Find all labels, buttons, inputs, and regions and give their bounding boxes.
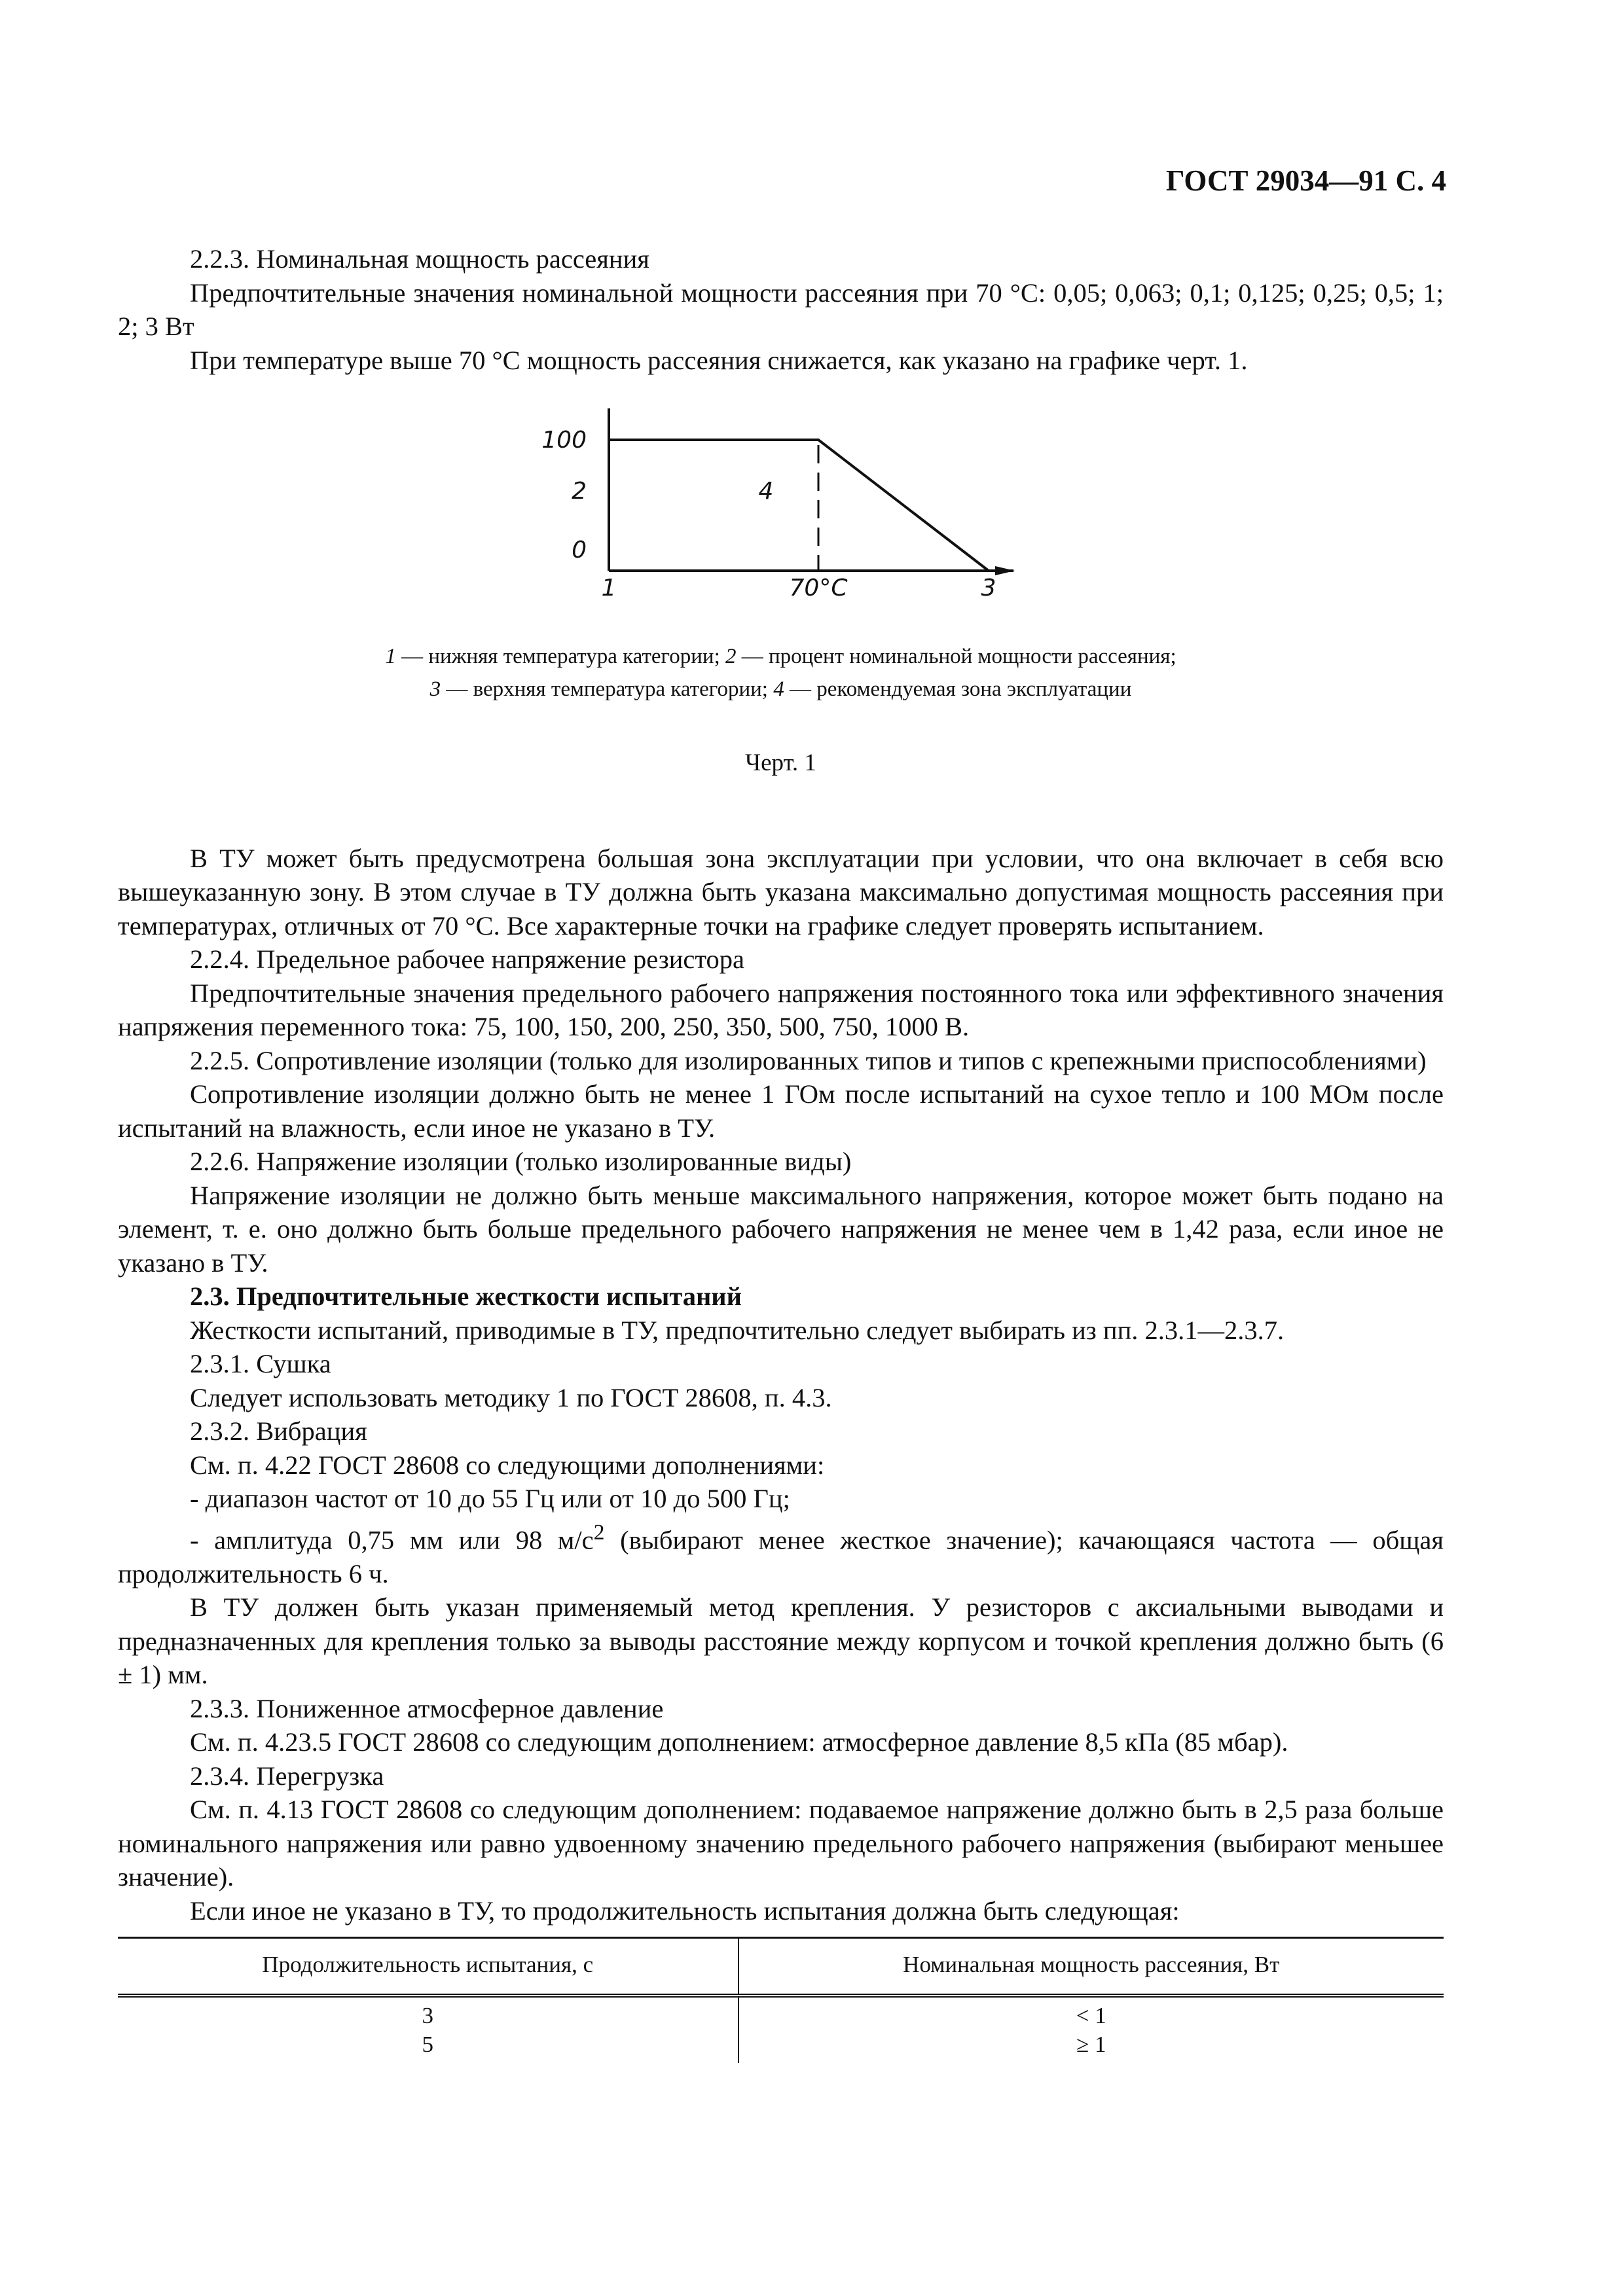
chart-legend	[118, 640, 1444, 706]
heading-2-2-4: 2.2.4. Предельное рабочее напряжение резистора	[190, 944, 744, 974]
y-tick-label-100: 100	[541, 427, 587, 454]
legend-line-1	[118, 640, 1444, 673]
heading-2-3	[118, 1280, 1444, 1314]
x-tick-label-70c: 70°С	[789, 575, 848, 598]
table-header-power: Номинальная мощность рассеяния, Вт	[739, 1938, 1444, 1996]
page-header: ГОСТ 29034—91 С. 4	[1165, 164, 1446, 197]
table-header-duration: Продолжительность испытания, с	[118, 1938, 739, 1996]
legend-number-2: 2	[725, 645, 737, 668]
y-tick-label-0: 0	[572, 537, 587, 564]
paragraph-2-2-5: Сопротивление изоляции должно быть не менее 1 ГОм после испытаний на сухое тепло и 100 МОм после испытаний на влажность, если иное не указано в ТУ.	[118, 1079, 1444, 1143]
page-content	[118, 242, 1444, 2063]
y-tick-label-2: 2	[572, 478, 587, 505]
legend-number-1: 1	[385, 645, 396, 668]
x-tick-label-1: 1	[601, 575, 617, 598]
paragraph-derating-note: При температуре выше 70 °С мощность рассеяния снижается, как указано на графике черт. 1.	[190, 345, 1248, 375]
legend-text-4: — рекомендуемая зона эксплуатации	[784, 677, 1132, 701]
bullet-frequency-range: - диапазон частот от 10 до 55 Гц или от 10 до 500 Гц;	[190, 1484, 790, 1513]
legend-text-3: — верхняя температура категории;	[441, 677, 774, 701]
legend-number-3: 3	[429, 677, 441, 701]
heading-2-2-5: 2.2.5. Сопротивление изоляции (только для изолированных типов и типов с крепежными приспособлениями)	[190, 1045, 1427, 1075]
heading-2-3-text: 2.3. Предпочтительные жесткости испытаний	[190, 1282, 742, 1311]
derating-chart	[118, 408, 1444, 598]
derating-series-line	[609, 440, 989, 571]
bullet-amplitude-rest: (выбирают менее жесткое значение); качающаяся частота — общая продолжительность 6 ч.	[118, 1525, 1444, 1588]
paragraph-mounting: В ТУ должен быть указан применяемый метод крепления. У резисторов с аксиальными выводами и предназначенных для крепления только за выводы расстояние между корпусом и точкой крепления должно быть (6 ± 1) мм.	[118, 1592, 1444, 1689]
bullet-amplitude	[118, 1516, 1444, 1591]
table-cell-power	[739, 1996, 1444, 2063]
paragraph-2-3-4: См. п. 4.13 ГОСТ 28608 со следующим дополнением: подаваемое напряжение должно быть в 2,5 раза больше номинального напряжения или равно удвоенному значению предельного рабочего напряжения (выбирают меньшее значение).	[118, 1795, 1444, 1892]
paragraph-duration-intro: Если иное не указано в ТУ, то продолжительность испытания должна быть следующая:	[190, 1895, 1180, 1926]
x-tick-label-3: 3	[981, 575, 996, 598]
duration-value: 3	[422, 2002, 434, 2028]
zone-label-4: 4	[758, 478, 774, 505]
paragraph-2-3: Жесткости испытаний, приводимые в ТУ, предпочтительно следует выбирать из пп. 2.3.1—2.3.7.	[190, 1315, 1285, 1345]
paragraph-preferred-power: Предпочтительные значения номинальной мощности рассеяния при 70 °С: 0,05; 0,063; 0,1; 0,125; 0,25; 0,5; 1; 2; 3 Вт	[118, 278, 1444, 341]
legend-number-4: 4	[773, 677, 784, 701]
paragraph-2-2-6: Напряжение изоляции не должно быть меньше максимального напряжения, которое может быть подано на элемент, т. е. оно должно быть больше предельного рабочего напряжения не менее чем в 1,42 раза, если иное не указано в ТУ.	[118, 1180, 1444, 1278]
heading-2-2-3: 2.2.3. Номинальная мощность рассеяния	[190, 244, 649, 274]
paragraph-2-3-2: См. п. 4.22 ГОСТ 28608 со следующими дополнениями:	[190, 1450, 825, 1480]
heading-2-3-3: 2.3.3. Пониженное атмосферное давление	[190, 1693, 664, 1723]
derating-chart-svg	[118, 408, 1444, 598]
figure-caption: Черт. 1	[745, 749, 816, 776]
legend-text-1: — нижняя температура категории;	[395, 645, 725, 668]
power-value: ≥ 1	[1076, 2031, 1106, 2057]
bullet-amplitude-sup: 2	[593, 1520, 605, 1545]
legend-text-2: — процент номинальной мощности рассеяния;	[736, 645, 1176, 668]
paragraph-2-2-4: Предпочтительные значения предельного рабочего напряжения постоянного тока или эффективного значения напряжения переменного тока: 75, 100, 150, 200, 250, 350, 500, 750, 1000 В.	[118, 978, 1444, 1041]
heading-2-3-2: 2.3.2. Вибрация	[190, 1416, 367, 1446]
paragraph-2-3-1: Следует использовать методику 1 по ГОСТ 28608, п. 4.3.	[190, 1382, 832, 1412]
table-cell-duration	[118, 1996, 739, 2063]
bullet-amplitude-text: - амплитуда 0,75 мм или 98 м/с	[190, 1525, 594, 1554]
table-header-row	[118, 1938, 1444, 1996]
paragraph-tu-zone: В ТУ может быть предусмотрена большая зона эксплуатации при условии, что она включает в себя всю вышеуказанную зону. В этом случае в ТУ должна быть указана максимально допустимая мощность рассеяния при температурах, отличных от 70 °С. Все характерные точки на графике следует проверять испытанием.	[118, 843, 1444, 941]
heading-2-3-1: 2.3.1. Сушка	[190, 1349, 331, 1378]
paragraph-2-3-3: См. п. 4.23.5 ГОСТ 28608 со следующим дополнением: атмосферное давление 8,5 кПа (85 мбар).	[190, 1727, 1288, 1757]
table-row	[118, 1996, 1444, 2063]
power-value: < 1	[1076, 2002, 1106, 2028]
duration-table	[118, 1937, 1444, 2063]
heading-2-2-6: 2.2.6. Напряжение изоляции (только изолированные виды)	[190, 1147, 852, 1176]
duration-value: 5	[422, 2031, 434, 2057]
legend-line-2	[118, 673, 1444, 706]
heading-2-3-4: 2.3.4. Перегрузка	[190, 1761, 384, 1791]
